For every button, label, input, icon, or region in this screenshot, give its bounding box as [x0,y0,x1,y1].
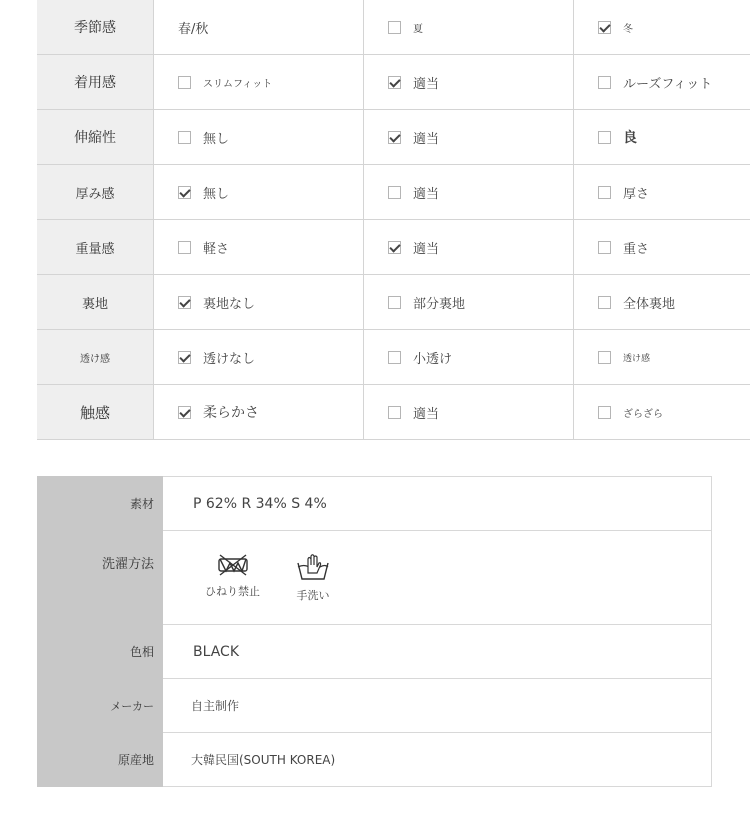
hand-wash-icon [296,553,330,581]
option-text: 適当 [413,241,440,257]
option-text: ルーズフィット [623,76,713,92]
option-cell [154,0,364,55]
option-text: 適当 [413,76,440,92]
option-cell [154,275,364,330]
option-text: ざらざら [623,408,663,420]
option-cell [574,275,750,330]
checkbox[interactable] [388,186,401,199]
checkbox-checked[interactable] [598,21,611,34]
color-value: BLACK [163,625,712,679]
option-text: 裏地なし [203,296,256,312]
color-label: 色相 [38,625,163,679]
checkbox[interactable] [598,351,611,364]
option-cell [364,55,574,110]
option-cell [364,220,574,275]
checkbox-checked[interactable] [178,186,191,199]
wash-item-hand-wash [296,553,330,603]
wash-item-label: 手洗い [296,589,330,602]
row-label: 伸縮性 [37,110,154,165]
checkbox-checked[interactable] [388,76,401,89]
checkbox-checked[interactable] [178,406,191,419]
checkbox[interactable] [388,406,401,419]
checkbox[interactable] [178,76,191,89]
option-cell [574,55,750,110]
checkbox[interactable] [598,241,611,254]
checkbox[interactable] [178,131,191,144]
wash-item-label: ひねり禁止 [205,585,260,598]
option-cell [574,385,750,440]
no-wring-icon [216,553,250,577]
option-cell [364,165,574,220]
option-text: 良 [623,130,637,146]
attribute-row-sheerness [37,330,750,385]
option-text: 透け感 [623,353,651,364]
option-cell [154,110,364,165]
attribute-row-season [37,0,750,55]
attribute-row-weight [37,220,750,275]
origin-label: 原産地 [38,733,163,787]
option-cell [574,165,750,220]
option-text: 透けなし [203,351,256,367]
option-cell [364,0,574,55]
wash-label: 洗濯方法 [38,531,163,625]
material-value: P 62% R 34% S 4% [163,477,712,531]
option-cell [154,385,364,440]
option-text: 春/秋 [178,21,209,37]
option-cell [574,330,750,385]
option-text: 適当 [413,186,440,202]
maker-label: メーカー [38,679,163,733]
detail-row-origin [38,733,712,787]
option-cell [574,110,750,165]
option-cell [574,220,750,275]
attribute-row-lining [37,275,750,330]
option-text: 軽さ [203,241,230,257]
attribute-row-texture [37,385,750,440]
checkbox-checked[interactable] [178,351,191,364]
option-cell [364,330,574,385]
option-text: 無し [203,131,230,147]
option-text: 部分裏地 [413,296,466,312]
checkbox[interactable] [598,131,611,144]
maker-value: 自主制作 [163,679,712,733]
wash-cell [163,531,712,625]
attribute-row-fit [37,55,750,110]
option-cell [154,55,364,110]
checkbox[interactable] [598,186,611,199]
option-text: 厚さ [623,186,650,202]
checkbox[interactable] [178,241,191,254]
checkbox[interactable] [598,296,611,309]
row-label: 触感 [37,385,154,440]
option-text: 適当 [413,131,440,147]
material-label: 素材 [38,477,163,531]
checkbox-checked[interactable] [388,131,401,144]
detail-row-maker [38,679,712,733]
option-text: 小透け [413,351,453,367]
origin-value: 大韓民国(SOUTH KOREA) [163,733,712,787]
attribute-row-thickness [37,165,750,220]
details-table [37,476,712,787]
detail-row-wash [38,531,712,625]
row-label: 着用感 [37,55,154,110]
option-text: 重さ [623,241,650,257]
option-text: 冬 [623,23,633,35]
option-cell [574,0,750,55]
attribute-table [37,0,750,440]
detail-row-material [38,477,712,531]
row-label: 季節感 [37,0,154,55]
option-text: 柔らかさ [203,405,259,421]
option-cell [154,165,364,220]
option-text: 無し [203,186,230,202]
option-text: 夏 [413,23,423,35]
row-label: 裏地 [37,275,154,330]
checkbox-checked[interactable] [178,296,191,309]
detail-row-color [38,625,712,679]
wash-item-no-wring [205,553,260,603]
checkbox[interactable] [598,406,611,419]
attribute-row-stretch [37,110,750,165]
option-cell [364,275,574,330]
option-cell [154,330,364,385]
row-label: 透け感 [37,330,154,385]
row-label: 厚み感 [37,165,154,220]
checkbox[interactable] [388,21,401,34]
checkbox[interactable] [598,76,611,89]
checkbox[interactable] [388,351,401,364]
wash-symbols [163,531,711,603]
option-cell [154,220,364,275]
option-text: 適当 [413,406,440,422]
row-label: 重量感 [37,220,154,275]
option-cell [364,385,574,440]
option-cell [364,110,574,165]
checkbox-checked[interactable] [388,241,401,254]
option-text: スリムフィット [203,78,273,90]
checkbox[interactable] [388,296,401,309]
option-text: 全体裏地 [623,296,676,312]
